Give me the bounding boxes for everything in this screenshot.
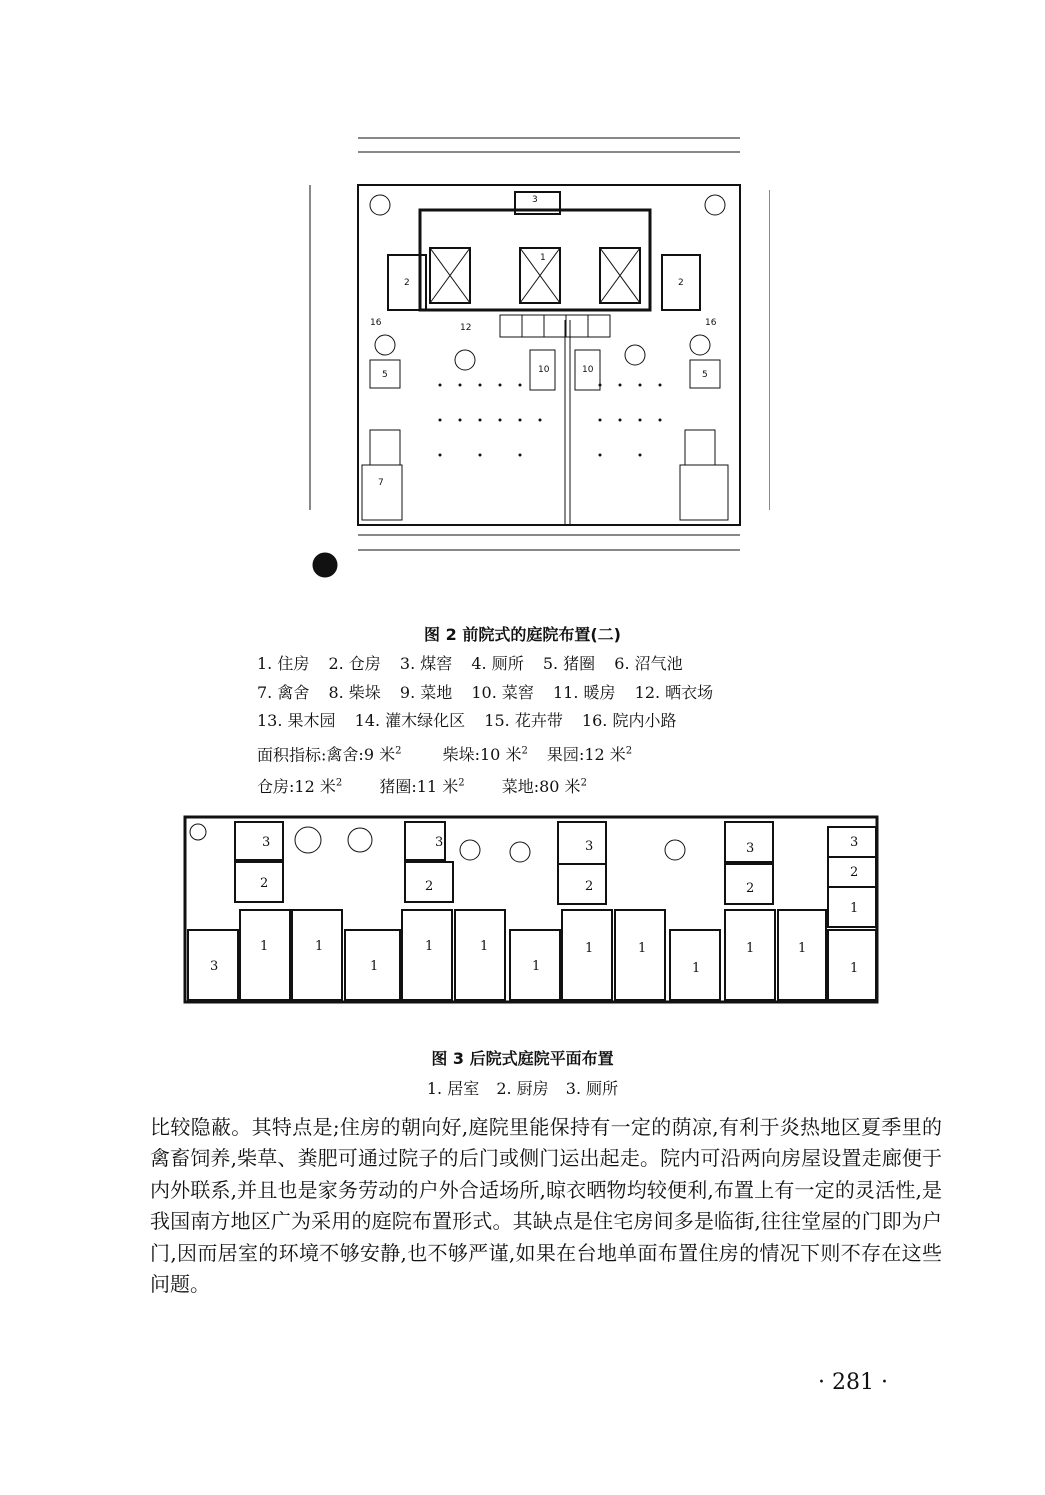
plan-label: 7 <box>378 478 384 488</box>
legend-item: 16. 院内小路 <box>581 711 677 730</box>
legend-item: 2. 仓房 <box>328 654 381 673</box>
legend-item: 3. 厕所 <box>565 1079 619 1098</box>
room-label: 1 <box>798 941 807 956</box>
room-label: 3 <box>850 835 859 850</box>
room-label: 3 <box>435 835 444 850</box>
figure-2-site-plan <box>300 130 770 590</box>
area-item: 仓房:12 米$^2$ <box>257 777 343 797</box>
legend-item: 9. 菜地 <box>399 683 453 702</box>
legend-item: 8. 柴垛 <box>328 683 381 702</box>
paragraph-text: 比较隐蔽。其特点是;住房的朝向好,庭院里能保持有一定的荫凉,有利于炎热地区夏季里的禽畜饲养,柴草、粪肥可通过院子的后门或侧门运出起走。院内可沿两向房屋设置走廊便于内外联系,并且也是家务劳动的户外合适场所,晾衣晒物均较便利,布置上有一定的灵活性,是我国南方地区广为采用的庭院布置形式。其缺点是住宅房间多是临街,往往堂屋的门即为户门,因而居室的环境不够安静,也不够严谨,如果在台地单面布置住房的情况下则不存在这些问题。 <box>150 1115 942 1297</box>
room-label: 1 <box>850 901 859 916</box>
room-label: 1 <box>370 959 379 974</box>
figure-3-floor-plan <box>180 812 882 1012</box>
legend-item: 1. 住房 <box>257 654 310 673</box>
plan-label: 1 <box>540 253 546 263</box>
room-label: 1 <box>532 959 541 974</box>
room-label: 3 <box>585 839 594 854</box>
area-item: 禽舍:9 米$^2$ <box>326 745 402 765</box>
figure-2-caption: 图 2 前院式的庭院布置(二) <box>424 625 621 644</box>
plan-label: 10 <box>582 365 594 375</box>
legend-item: 2. 厨房 <box>496 1079 549 1098</box>
plan-label: 5 <box>382 370 388 380</box>
plan-label: 2 <box>678 278 684 288</box>
legend-item: 7. 禽舍 <box>257 683 310 702</box>
area-item: 菜地:80 米$^2$ <box>501 777 587 797</box>
area-index-row-1 <box>257 744 646 763</box>
room-label: 1 <box>480 939 489 954</box>
room-label: 1 <box>746 941 755 956</box>
legend-item: 5. 猪圈 <box>542 654 596 673</box>
figure-2-legend-line-2 <box>257 685 727 701</box>
plan-label: 10 <box>538 365 550 375</box>
room-label: 3 <box>210 959 219 974</box>
room-label: 2 <box>746 881 755 896</box>
room-label: 2 <box>260 876 269 891</box>
room-label: 2 <box>425 879 434 894</box>
figure-3-legend <box>0 1076 1045 1099</box>
room-label: 3 <box>262 835 271 850</box>
legend-item: 13. 果木园 <box>257 711 336 730</box>
area-index-label: 面积指标: <box>257 745 327 765</box>
legend-item: 1. 居室 <box>426 1079 480 1098</box>
room-label: 1 <box>425 939 434 954</box>
figure-2-legend-line-3 <box>257 713 690 729</box>
legend-item: 3. 煤窖 <box>399 654 453 673</box>
plan-label: 2 <box>404 278 410 288</box>
legend-item: 4. 厕所 <box>471 654 524 673</box>
area-item: 果园:12 米$^2$ <box>546 745 633 765</box>
legend-item: 14. 灌木绿化区 <box>354 711 466 730</box>
legend-item: 6. 沼气池 <box>614 654 683 673</box>
area-item: 柴垛:10 米$^2$ <box>442 745 528 765</box>
legend-item: 11. 暖房 <box>553 683 616 702</box>
room-label: 1 <box>638 941 647 956</box>
plan-label: 3 <box>532 195 538 205</box>
figure-3-caption: 图 3 后院式庭院平面布置 <box>431 1049 614 1068</box>
figure-2-legend-line-1 <box>257 656 697 672</box>
room-label: 1 <box>850 961 859 976</box>
legend-item: 12. 晒衣场 <box>634 683 714 702</box>
room-label: 1 <box>260 939 269 954</box>
plan-label: 16 <box>370 318 382 328</box>
plan-label: 5 <box>702 370 708 380</box>
room-label: 3 <box>746 841 755 856</box>
body-paragraph <box>150 1112 942 1300</box>
plan-label: 12 <box>460 323 472 333</box>
area-item: 猪圈:11 米$^2$ <box>379 777 465 797</box>
room-label: 1 <box>692 961 701 976</box>
page-number: · 281 · <box>818 1370 888 1395</box>
legend-item: 15. 花卉带 <box>484 711 563 730</box>
room-label: 2 <box>850 865 859 880</box>
legend-item: 10. 菜窖 <box>471 683 534 702</box>
room-label: 2 <box>585 879 594 894</box>
plan-label: 16 <box>705 318 717 328</box>
room-label: 1 <box>585 941 594 956</box>
room-label: 1 <box>315 939 324 954</box>
area-index-row-2 <box>257 776 601 795</box>
